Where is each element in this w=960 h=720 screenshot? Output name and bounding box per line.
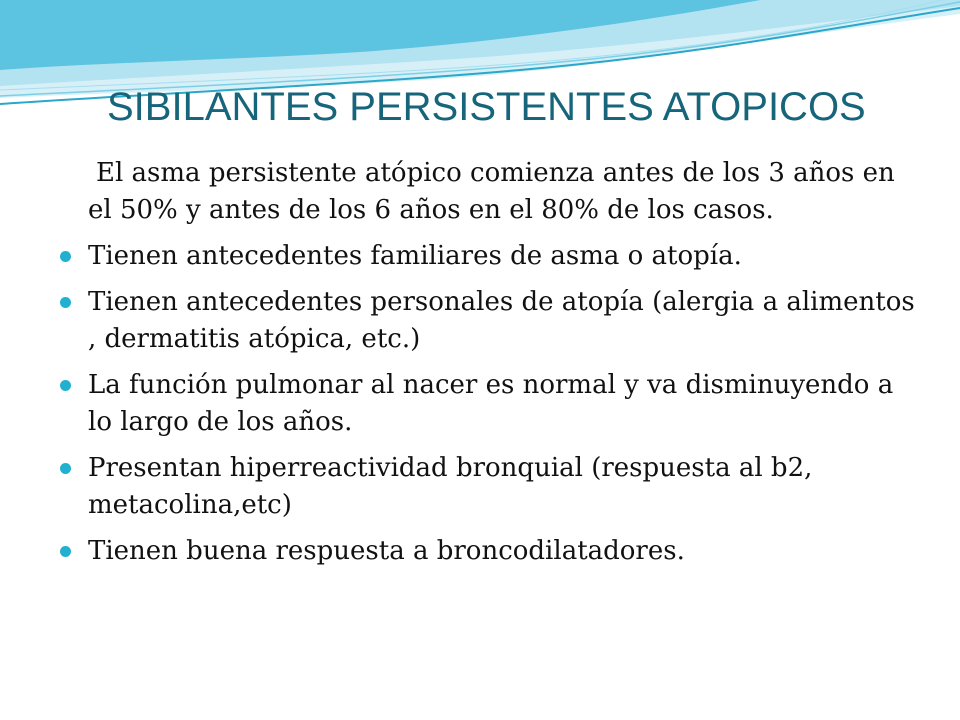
bullet-item (60, 367, 920, 441)
slide-title: SIBILANTES PERSISTENTES ATOPICOS (107, 85, 866, 129)
bullet-item (60, 533, 920, 570)
bullet-text: Tienen antecedentes familiares de asma o atopía. (88, 241, 742, 271)
bullet-text: Tienen buena respuesta a broncodilatadores. (88, 536, 685, 566)
bullet-dot-icon (60, 546, 71, 557)
slide-body (60, 155, 920, 579)
bullet-text: La función pulmonar al nacer es normal y va disminuyendo a lo largo de los años. (88, 370, 894, 437)
bullet-dot-icon (60, 463, 71, 474)
bullet-text: Tienen antecedentes personales de atopía (alergia a alimentos , dermatitis atópica, etc.) (88, 287, 915, 354)
bullet-dot-icon (60, 251, 71, 262)
bullet-dot-icon (60, 297, 71, 308)
bullet-item (60, 238, 920, 275)
bullet-text: Presentan hiperreactividad bronquial (respuesta al b2, metacolina,etc) (88, 453, 813, 520)
bullet-item (60, 284, 920, 358)
intro-text: El asma persistente atópico comienza antes de los 3 años en el 50% y antes de los 6 años en el 80% de los casos. (88, 158, 895, 225)
bullet-item (60, 450, 920, 524)
intro-paragraph (60, 155, 920, 229)
bullet-dot-icon (60, 380, 71, 391)
